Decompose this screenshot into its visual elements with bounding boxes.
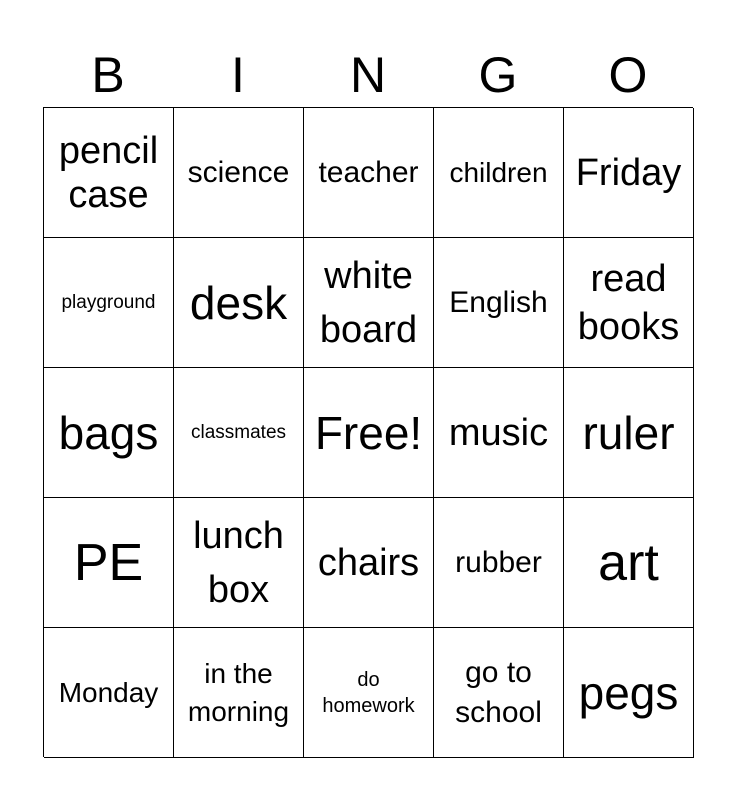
bingo-cell[interactable] <box>44 108 174 238</box>
free-space-cell[interactable] <box>304 368 434 498</box>
bingo-header <box>43 44 693 106</box>
header-letter-g: G <box>478 47 518 103</box>
cell-text: bags <box>58 406 159 459</box>
cell-text: lunch box <box>193 514 284 611</box>
cell-text: ruler <box>582 406 675 459</box>
bingo-cell[interactable] <box>564 368 694 498</box>
cell-text: read books <box>577 257 680 348</box>
cell-text: teacher <box>318 155 419 189</box>
bingo-cell[interactable] <box>174 108 304 238</box>
cell-text: English <box>449 285 548 319</box>
cell-text: do homework <box>322 668 415 717</box>
cell-text: PE <box>73 533 144 592</box>
header-letter-o: O <box>608 47 648 103</box>
bingo-cell[interactable] <box>434 368 564 498</box>
cell-text: desk <box>189 276 288 329</box>
bingo-cell[interactable] <box>304 108 434 238</box>
bingo-cell[interactable] <box>174 628 304 758</box>
header-letter-b: B <box>91 47 125 103</box>
bingo-cell[interactable] <box>304 498 434 628</box>
cell-text: Free! <box>314 406 423 459</box>
cell-text: pegs <box>578 666 679 719</box>
cell-text: go to school <box>455 655 542 729</box>
cell-text: children <box>449 156 548 188</box>
bingo-cell[interactable] <box>44 628 174 758</box>
bingo-cell[interactable] <box>174 238 304 368</box>
bingo-cell[interactable] <box>44 368 174 498</box>
bingo-cell[interactable] <box>434 628 564 758</box>
bingo-cell[interactable] <box>304 238 434 368</box>
cell-text: art <box>598 533 659 592</box>
bingo-cell[interactable] <box>564 498 694 628</box>
bingo-cell[interactable] <box>564 108 694 238</box>
cell-text: Monday <box>58 676 159 708</box>
bingo-cell[interactable] <box>564 628 694 758</box>
cell-text: in the morning <box>187 657 290 727</box>
header-letter-n: N <box>349 47 387 103</box>
bingo-cell[interactable] <box>44 238 174 368</box>
bingo-cell[interactable] <box>434 108 564 238</box>
bingo-cell[interactable] <box>44 498 174 628</box>
bingo-cell[interactable] <box>434 498 564 628</box>
cell-text: classmates <box>190 421 287 443</box>
cell-text: science <box>187 155 290 189</box>
bingo-cell[interactable] <box>174 368 304 498</box>
bingo-cell[interactable] <box>304 628 434 758</box>
bingo-cell[interactable] <box>434 238 564 368</box>
bingo-cell[interactable] <box>174 498 304 628</box>
cell-text: chairs <box>317 541 420 584</box>
cell-text: playground <box>61 291 156 313</box>
cell-text: rubber <box>455 545 542 579</box>
cell-text: white board <box>319 254 418 351</box>
cell-text: Friday <box>575 151 682 194</box>
header-letter-i: I <box>231 47 245 103</box>
cell-text: pencil case <box>58 129 159 216</box>
cell-text: music <box>448 411 549 454</box>
bingo-board <box>43 107 693 757</box>
bingo-cell[interactable] <box>564 238 694 368</box>
